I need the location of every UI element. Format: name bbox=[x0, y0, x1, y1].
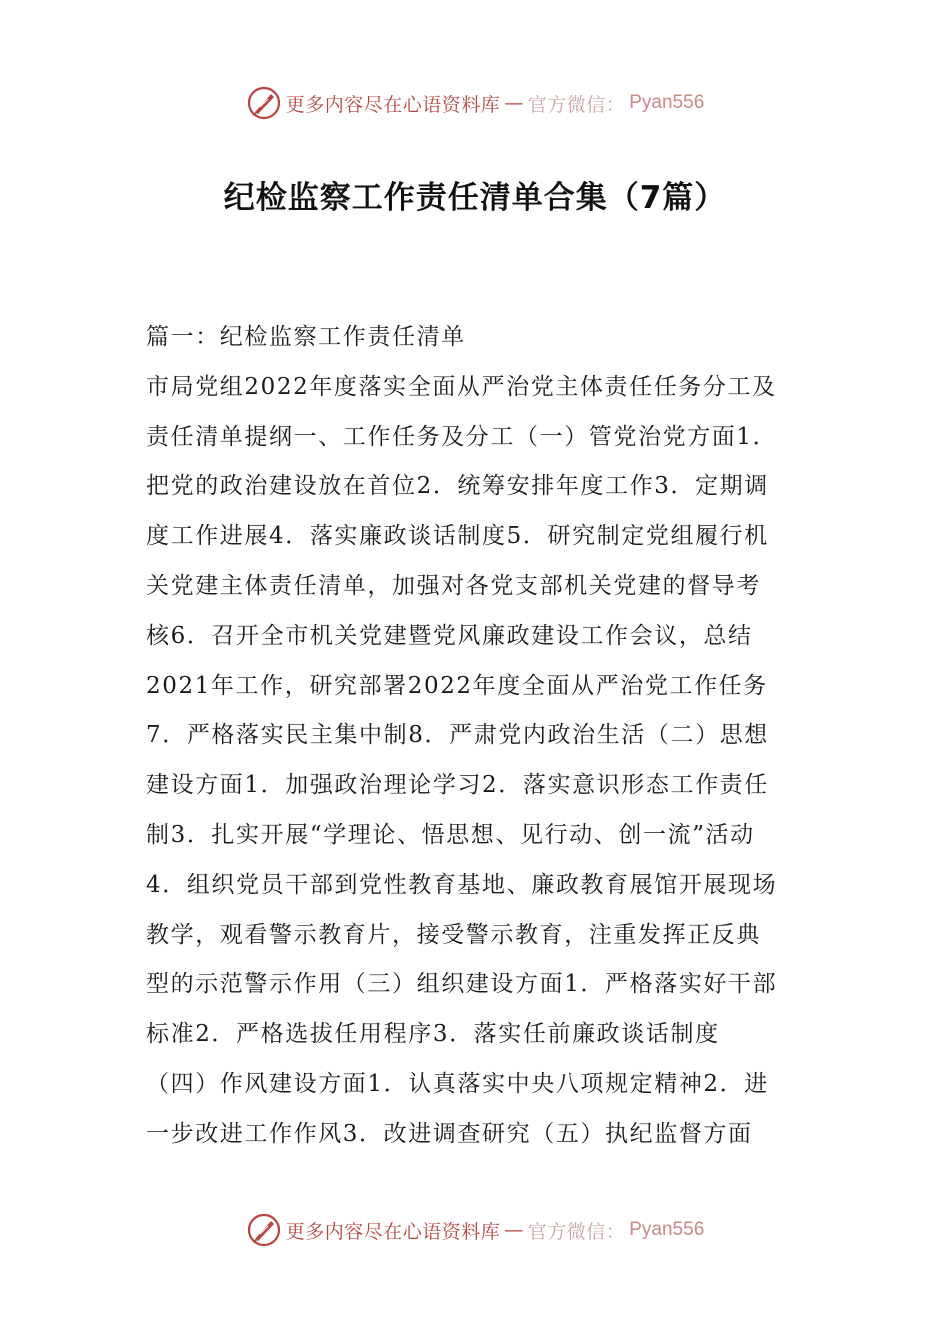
body-line: 核6．召开全市机关党建暨党风廉政建设工作会议，总结 bbox=[146, 622, 753, 649]
watermark-wechat-id: Pyan556 bbox=[629, 92, 705, 113]
header-watermark bbox=[0, 83, 950, 123]
watermark-site-text: 更多内容尽在心语资料库 bbox=[285, 93, 501, 116]
body-line: 一步改进工作作风3．改进调查研究（五）执纪监督方面 bbox=[146, 1120, 753, 1147]
body-line: 标准2．严格选拔任用程序3．落实任前廉政谈话制度 bbox=[146, 1021, 720, 1048]
watermark-dash: — bbox=[504, 1219, 524, 1241]
document-title: 纪检监察工作责任清单合集（7篇） bbox=[223, 180, 727, 216]
body-line: 关党建主体责任清单，加强对各党支部机关党建的督导考 bbox=[146, 572, 761, 599]
body-line: 教学，观看警示教育片，接受警示教育，注重发挥正反典 bbox=[146, 921, 761, 948]
body-line: 把党的政治建设放在首位2．统筹安排年度工作3．定期调 bbox=[146, 473, 769, 500]
watermark-dash: — bbox=[504, 92, 524, 114]
body-line: 7．严格落实民主集中制8．严肃党内政治生活（二）思想 bbox=[146, 722, 769, 749]
watermark-wechat-label: 官方微信： bbox=[527, 93, 626, 116]
body-line: 度工作进展4．落实廉政谈话制度5．研究制定党组履行机 bbox=[146, 523, 769, 550]
body-line: （四）作风建设方面1．认真落实中央八项规定精神2．进 bbox=[146, 1070, 769, 1097]
body-line: 2021年工作，研究部署2022年度全面从严治党工作任务 bbox=[146, 672, 768, 699]
body-line: 市局党组2022年度落实全面从严治党主体责任任务分工及 bbox=[146, 373, 777, 400]
footer-watermark bbox=[0, 1210, 950, 1250]
body-line: 4．组织党员干部到党性教育基地、廉政教育展馆开展现场 bbox=[146, 871, 778, 898]
quill-pen-logo-icon bbox=[246, 85, 282, 121]
body-line: 责任清单提纲一、工作任务及分工（一）管党治党方面1． bbox=[146, 423, 778, 450]
body-line: 建设方面1．加强政治理论学习2．落实意识形态工作责任 bbox=[146, 772, 769, 799]
watermark-wechat-id: Pyan556 bbox=[629, 1219, 705, 1240]
watermark-wechat-label: 官方微信： bbox=[527, 1220, 626, 1243]
watermark-site-text: 更多内容尽在心语资料库 bbox=[285, 1220, 501, 1243]
body-line: 篇一：纪检监察工作责任清单 bbox=[146, 324, 466, 350]
quill-pen-logo-icon bbox=[246, 1212, 282, 1248]
body-line: 制3．扎实开展“学理论、悟思想、见行动、创一流”活动 bbox=[146, 821, 755, 848]
document-body bbox=[146, 313, 806, 1160]
body-line: 型的示范警示作用（三）组织建设方面1．严格落实好干部 bbox=[146, 971, 778, 998]
